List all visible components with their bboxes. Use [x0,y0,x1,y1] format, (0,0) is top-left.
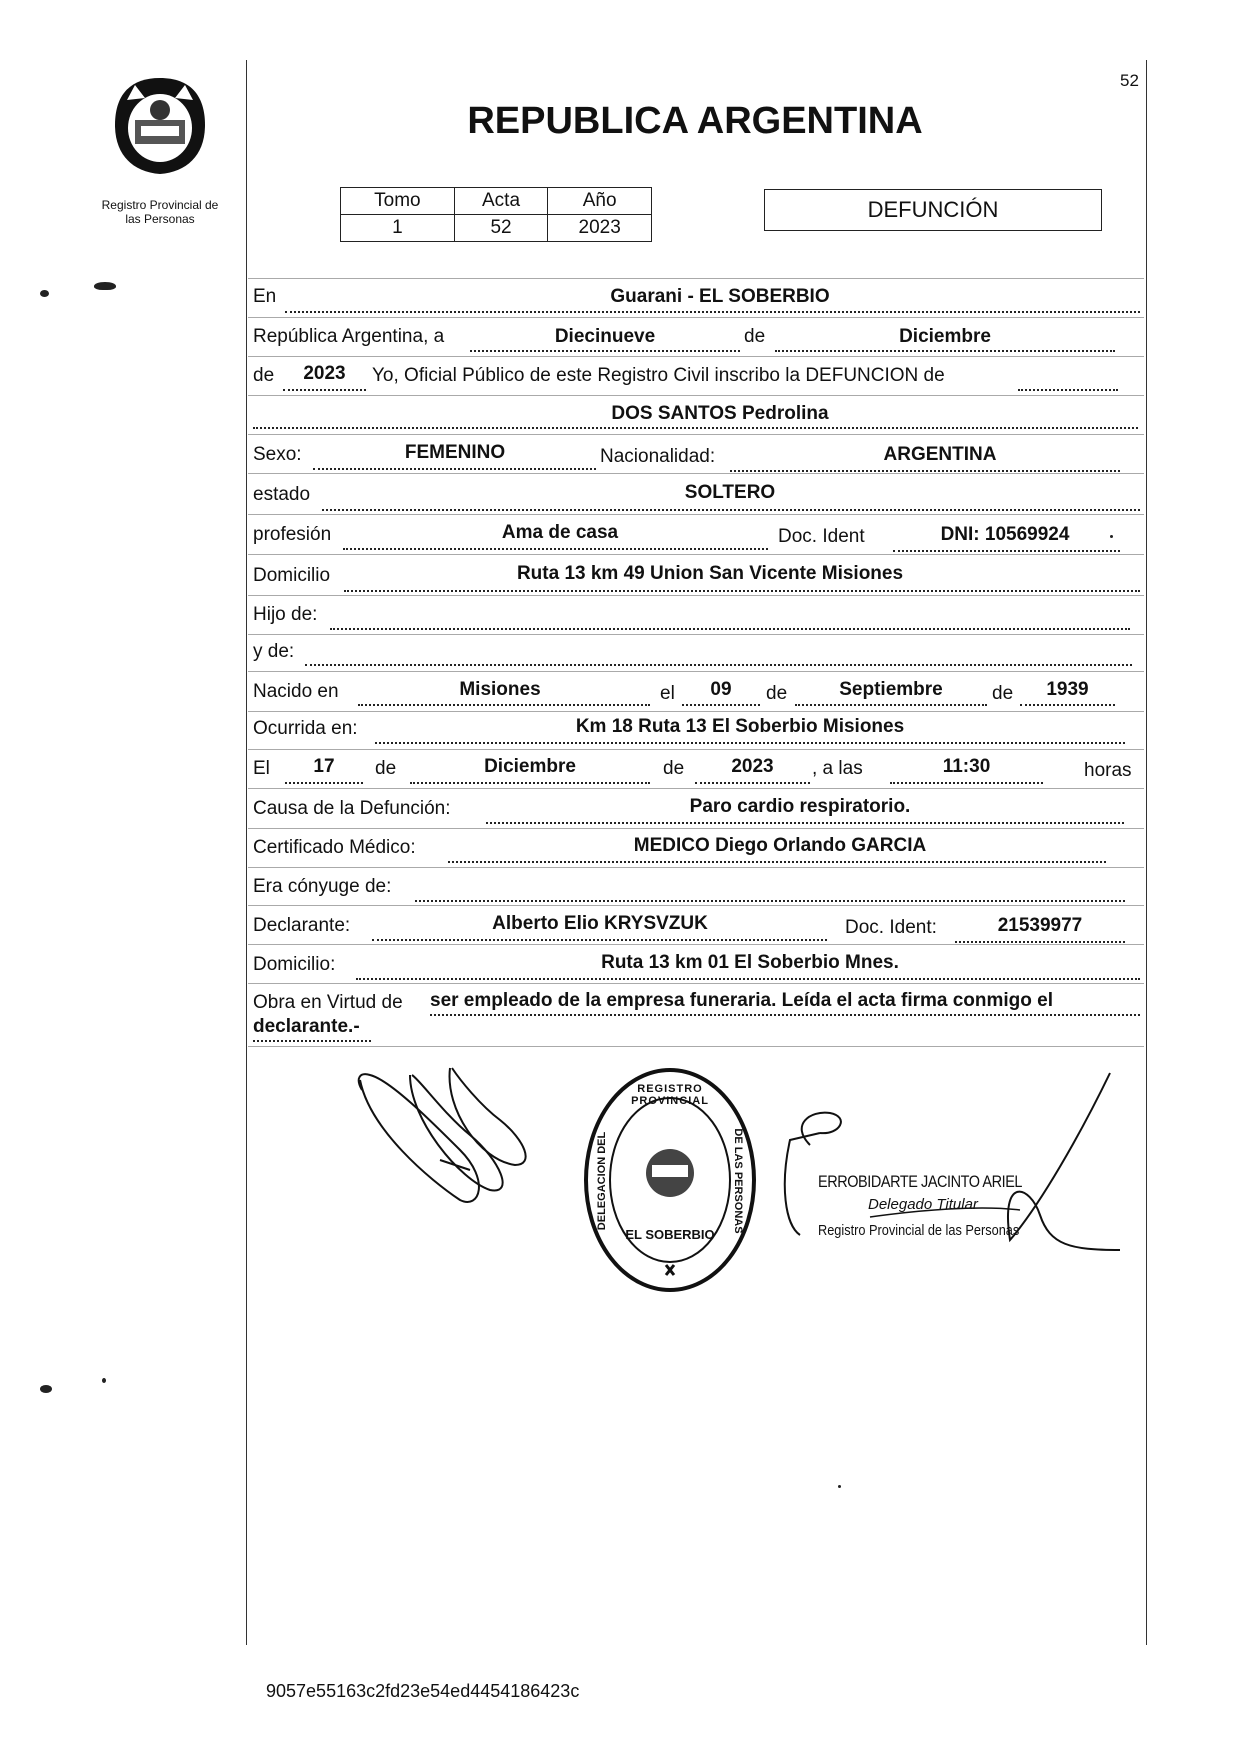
label-republica: República Argentina, a [253,326,445,347]
separator [248,634,1144,635]
value-nombre: DOS SANTOS Pedrolina [611,403,829,424]
separator [248,356,1144,357]
label-nacido-en: Nacido en [253,681,339,702]
speck [102,1378,106,1383]
separator [248,317,1144,318]
value-doc-declarante: 21539977 [997,915,1083,936]
dotted-line [448,861,1106,863]
label-domicilio-declarante: Domicilio: [253,954,336,975]
value-lugar: Guarani - EL SOBERBIO [610,286,830,307]
label-doc-ident: Doc. Ident: [845,917,937,938]
label-el: el [660,683,675,704]
label-y-de: y de: [253,641,295,662]
intro-text: Yo, Oficial Público de este Registro Civil inscribo la DEFUNCION de [372,365,945,386]
label-estado: estado [253,484,311,505]
separator [248,788,1144,789]
separator [248,828,1144,829]
stamp-ring-left: DELEGACION DEL [596,1131,608,1231]
value-sexo: FEMENINO [404,442,506,463]
page-title: REPUBLICA ARGENTINA [467,100,923,142]
dotted-line [410,782,650,784]
dotted-line [322,509,1140,511]
separator [248,1046,1144,1047]
label-de: de [663,758,685,779]
dotted-line [893,550,1120,552]
value-mes: Diciembre [899,326,991,347]
doc-type-box: DEFUNCIÓN [764,189,1102,231]
dotted-line [313,468,596,470]
separator [248,434,1144,435]
coat-of-arms-icon [105,70,215,180]
value-declarante: Alberto Elio KRYSVZUK [492,913,708,934]
official-name: ERROBIDARTE JACINTO ARIEL [818,1172,1023,1191]
separator [248,595,1144,596]
dotted-line [730,470,1120,472]
label-de-anio: de [253,365,275,386]
dotted-line [285,782,363,784]
label-horas: horas [1084,760,1132,781]
right-margin-line [1146,60,1147,1645]
label-domicilio: Domicilio [253,565,331,586]
value-estado: SOLTERO [684,482,776,503]
label-el: El [253,758,270,779]
speck [40,1385,52,1393]
value-obra-line1: ser empleado de la empresa funeraria. Leída el acta firma conmigo el [430,990,1054,1011]
separator [248,671,1144,672]
dotted-line [430,1014,1140,1016]
label-a-las: , a las [812,758,863,779]
dotted-line [283,389,366,391]
provincial-logo [105,70,215,180]
table-cell-tomo: 1 [341,215,455,242]
stamp-ring-right: DE LAS PERSONAS [732,1128,744,1234]
official-stamp [580,1065,760,1295]
table-cell-acta: 52 [454,215,548,242]
separator [248,514,1144,515]
official-role: Delegado Titular [868,1196,978,1213]
dotted-line [358,704,650,706]
label-conyuge: Era cónyuge de: [253,876,392,897]
dotted-line [955,941,1125,943]
label-doc-ident: Doc. Ident [778,526,865,547]
separator [248,905,1144,906]
value-dia-nacimiento: 09 [710,679,732,700]
value-dni: DNI: 10569924 [940,524,1070,545]
dotted-line [372,939,827,941]
value-anio-defuncion: 2023 [731,756,774,777]
separator [248,278,1144,279]
value-dia-letras: Diecinueve [554,326,656,347]
dotted-line [305,664,1132,666]
dotted-line [775,350,1115,352]
declarant-signature-icon [350,1060,540,1210]
value-anio: 2023 [303,363,346,384]
dotted-line [253,427,1138,429]
dotted-line [330,628,1130,630]
label-nacionalidad: Nacionalidad: [600,446,716,467]
label-profesion: profesión [253,524,332,545]
label-causa: Causa de la Defunción: [253,798,451,819]
dotted-line [1018,389,1118,391]
acta-table [340,187,652,242]
dotted-line [682,704,760,706]
label-sexo: Sexo: [253,444,302,465]
label-de: de [744,326,766,347]
separator [248,983,1144,984]
value-hora: 11:30 [942,756,991,777]
stamp-ring-top: REGISTRO PROVINCIAL [631,1083,709,1107]
dotted-line [356,978,1140,980]
value-mes-nacimiento: Septiembre [839,679,943,700]
label-certificado: Certificado Médico: [253,837,416,858]
dotted-line [415,900,1125,902]
speck [40,290,49,297]
separator [248,554,1144,555]
dotted-line [890,782,1043,784]
label-obra: Obra en Virtud de [253,992,403,1013]
speck [838,1485,841,1488]
separator [248,711,1144,712]
dotted-line [253,1040,371,1042]
value-dia-defuncion: 17 [313,756,335,777]
dotted-line [695,782,810,784]
value-domicilio-declarante: Ruta 13 km 01 El Soberbio Mnes. [601,952,899,973]
label-hijo-de: Hijo de: [253,604,318,625]
footer-hash: 9057e55163c2fd23e54ed4454186423c [266,1681,580,1701]
table-header-tomo: Tomo [341,188,455,215]
value-domicilio: Ruta 13 km 49 Union San Vicente Misiones [516,563,904,584]
dotted-line [343,548,768,550]
label-de: de [992,683,1014,704]
value-certificado: MEDICO Diego Orlando GARCIA [633,835,927,856]
separator [248,944,1144,945]
separator [248,749,1144,750]
dotted-line [795,704,987,706]
speck [94,282,116,290]
speck [1110,535,1113,538]
dotted-line [344,590,1140,592]
value-obra-line2: declarante.- [253,1016,360,1037]
value-anio-nacimiento: 1939 [1046,679,1089,700]
label-de: de [766,683,788,704]
stamp-bottom-text: EL SOBERBIO [625,1227,715,1242]
label-de: de [375,758,397,779]
dotted-line [1020,704,1115,706]
table-cell-anio: 2023 [548,215,652,242]
value-causa: Paro cardio respiratorio. [689,796,911,817]
table-header-acta: Acta [454,188,548,215]
official-org: Registro Provincial de las Personas [818,1222,1020,1239]
dotted-line [285,311,1140,313]
label-en: En [253,286,277,307]
dotted-line [375,742,1125,744]
dotted-line [486,822,1124,824]
value-mes-defuncion: Diciembre [484,756,576,777]
label-declarante: Declarante: [253,915,351,936]
separator [248,867,1144,868]
value-ocurrida: Km 18 Ruta 13 El Soberbio Misiones [575,716,905,737]
value-profesion: Ama de casa [501,522,619,543]
value-lugar-nacimiento: Misiones [459,679,541,700]
separator [248,395,1144,396]
table-header-anio: Año [548,188,652,215]
logo-caption-1: Registro Provincial de [101,198,219,212]
label-ocurrida-en: Ocurrida en: [253,718,358,739]
value-nacionalidad: ARGENTINA [883,444,997,465]
separator [248,473,1144,474]
dotted-line [470,350,740,352]
left-margin-line [246,60,247,1645]
logo-caption-2: las Personas [125,212,195,226]
page-number: 52 [1120,71,1139,90]
